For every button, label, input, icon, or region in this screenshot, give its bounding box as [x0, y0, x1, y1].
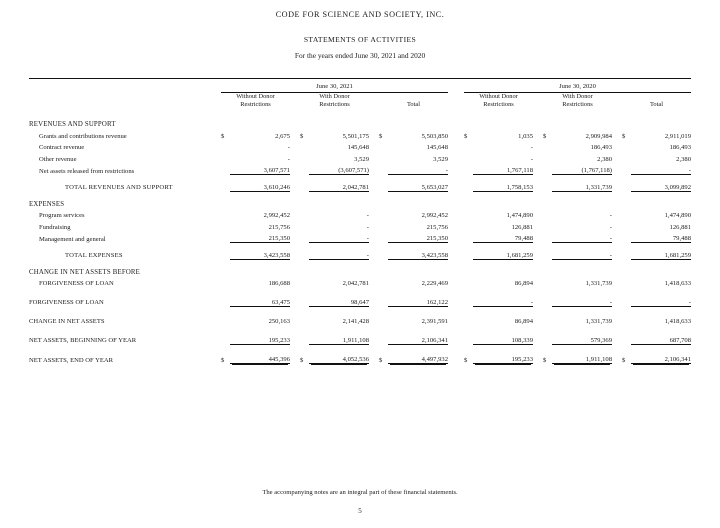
table-row-total: TOTAL EXPENSES 3,423,558 - 3,423,558 1,681,259 - 1,681,259 [29, 247, 691, 259]
statement-subtitle: For the years ended June 30, 2021 and 2020 [294, 51, 426, 60]
table-row: Fundraising 215,756 - 215,756 126,881 - 126,881 [39, 223, 691, 231]
period-header-2020: June 30, 2020 [464, 80, 691, 93]
table-row: Net assets released from restrictions 3,607,571 (3,607,571) - 1,767,118 (1,767,118) - [29, 163, 691, 175]
table-row-grand-total: NET ASSETS, END OF YEAR $ 445,396 $ 4,052,536 $ 4,497,932 $ 195,233 $ 1,911,108 $ 2,106,341 [29, 352, 691, 364]
column-header-2020-with-donor: With Donor Restrictions [562, 93, 593, 108]
currency-symbol: $ [300, 132, 304, 140]
table-row: FORGIVENESS OF LOAN 63,475 98,647 162,122 - - - [29, 294, 691, 306]
column-header-2020-total: Total [649, 101, 664, 108]
currency-symbol: $ [464, 132, 468, 140]
section-title-revenues: REVENUES AND SUPPORT [29, 121, 116, 128]
table-row: CHANGE IN NET ASSETS 250,163 2,141,428 2,391,591 86,894 1,331,739 1,418,633 [29, 318, 691, 325]
column-header-2020-without-donor: Without Donor Restrictions [479, 93, 518, 108]
currency-symbol: $ [543, 132, 547, 140]
column-header-2021-with-donor: With Donor Restrictions [319, 93, 350, 108]
currency-symbol: $ [379, 132, 383, 140]
currency-symbol: $ [379, 356, 383, 364]
table-row: Grants and contributions revenue $ 2,675 $ 5,501,175 $ 5,503,850 $ 1,035 $ 2,909,984 $ 2,911,019 [29, 128, 691, 140]
footnote: The accompanying notes are an integral part of these financial statements. [262, 489, 458, 496]
table-row-total: TOTAL REVENUES AND SUPPORT 3,610,246 2,042,781 5,653,027 1,758,153 1,331,739 3,099,892 [29, 179, 691, 191]
currency-symbol: $ [622, 132, 626, 140]
company-name: CODE FOR SCIENCE AND SOCIETY, INC. [275, 10, 445, 19]
currency-symbol: $ [464, 356, 468, 364]
currency-symbol: $ [622, 356, 626, 364]
table-row: Other revenue - 3,529 3,529 - 2,380 2,380 [39, 155, 691, 163]
column-header-2021-without-donor: Without Donor Restrictions [236, 93, 275, 108]
statements-of-activities-table [29, 78, 691, 364]
currency-symbol: $ [543, 356, 547, 364]
table-row: Program services 2,992,452 - 2,992,452 1,474,890 - 1,474,890 [39, 212, 691, 219]
table-row: Management and general 215,350 - 215,350 79,488 - 79,488 [29, 231, 691, 243]
column-header-row [29, 93, 691, 113]
column-header-2021-total: Total [406, 101, 421, 108]
table-row: NET ASSETS, BEGINNING OF YEAR 195,233 1,911,108 2,106,341 108,339 579,369 687,708 [29, 332, 691, 344]
period-header-row [29, 80, 691, 93]
currency-symbol: $ [221, 132, 225, 140]
table-row: FORGIVENESS OF LOAN 186,688 2,042,781 2,229,469 86,894 1,331,739 1,418,633 [39, 280, 691, 287]
currency-symbol: $ [300, 356, 304, 364]
section-title-change-before-forgiveness: CHANGE IN NET ASSETS BEFORE [29, 268, 141, 276]
currency-symbol: $ [221, 356, 225, 364]
period-header-2021: June 30, 2021 [221, 80, 448, 93]
page-number: 5 [358, 507, 362, 515]
section-title-expenses: EXPENSES [29, 200, 65, 208]
document-header [0, 10, 720, 60]
statement-title: STATEMENTS OF ACTIVITIES [303, 35, 417, 44]
table-row: Contract revenue - 145,648 145,648 - 186,493 186,493 [39, 144, 691, 151]
document-page [0, 10, 720, 528]
